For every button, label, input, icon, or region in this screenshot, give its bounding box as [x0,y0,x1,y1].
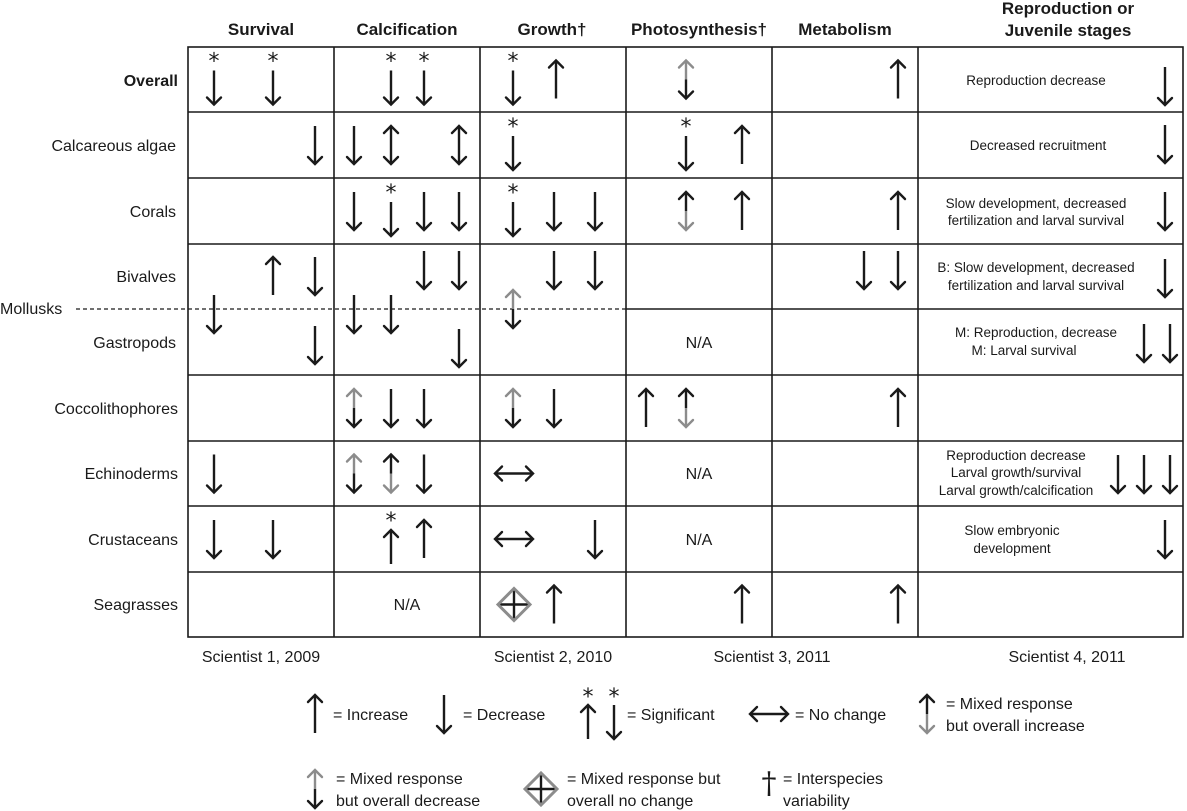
response-mark-down-r2c1-0 [347,192,361,230]
legend-mixed-no-change-icon [525,773,557,805]
citation-scientist-1: Scientist 1, 2009 [201,649,321,666]
response-mark-down-r4c5-0 [1137,324,1151,362]
response-mark-down-r0c1-1 [417,50,431,105]
legend-significant-icon [581,685,621,739]
significance-star: * [507,115,519,140]
response-mark-down-r4c1-0 [347,295,361,333]
response-mark-down-r6c0-0 [207,455,221,493]
significance-star: * [418,49,430,75]
response-mark-nochange-r7c2-0 [495,532,533,546]
response-mark-mixdown-r6c1-0 [347,455,361,493]
row-label-coccolithophores: Coccolithophores [54,401,178,418]
header-calcification: Calcification [356,20,458,39]
echinoderms-reproduction-text-3: Larval growth/calcification [938,483,1094,498]
response-mark-down-r4c1-1 [384,295,398,333]
legend-mixed-decrease-text-1: = Mixed response [336,771,463,788]
legend-mixed-decrease-text-2: but overall decrease [336,793,481,810]
response-mark-down-r1c3-0 [679,115,693,170]
header-metabolism: Metabolism [798,20,892,39]
row-label-overall: Overall [123,73,178,90]
response-mark-down-r3c1-0 [417,251,431,289]
overall-reproduction-text: Reproduction decrease [966,73,1106,88]
significance-star: * [385,509,397,534]
row-label-crustaceans: Crustaceans [88,532,178,549]
response-mark-nochange-r6c2-0 [495,467,533,481]
legend-increase-text: = Increase [333,707,409,724]
significance-star: * [208,49,220,75]
response-mark-down-r0c1-0 [384,50,398,105]
response-mark-down-r4c5-1 [1163,324,1177,362]
response-mark-down-r0c0-0 [207,50,221,105]
legend-mixed-no-change-text-1: = Mixed response but [567,771,721,788]
response-mark-down-r0c5-0 [1158,67,1172,105]
row-label-gastropods: Gastropods [93,335,176,352]
response-mark-down-r1c2-0 [506,115,520,170]
response-mark-up-r8c2-1 [547,586,561,624]
response-mark-up-r2c3-1 [735,192,749,230]
response-mark-down-r3c1-1 [452,251,466,289]
row-label-corals: Corals [129,204,176,221]
gastropods-reproduction-text-1: M: Reproduction, decrease [954,325,1118,340]
legend-increase-icon [308,695,322,733]
echinoderms-reproduction-text-2: Larval growth/survival [950,465,1082,480]
response-mark-down-r3c5-0 [1158,259,1172,297]
legend-decrease-text: = Decrease [463,707,546,724]
legend-no-change-text: = No change [795,707,887,724]
header-reproduction-line1: Reproduction or [1001,0,1135,18]
response-mark-up-r2c4-0 [891,192,905,230]
response-mark-mixup-r6c1-1 [384,455,398,493]
response-mark-down-r2c2-1 [547,192,561,230]
legend-mixed-increase-text-2: but overall increase [946,718,1085,735]
response-mark-both-r1c1-2 [452,126,466,164]
response-mark-up-r5c3-0 [639,389,653,427]
legend-interspecies-text-1: = Interspecies [783,771,884,788]
legend [308,685,1085,810]
response-mark-up-r3c0-0 [266,257,280,295]
bivalves-reproduction-text-2: fertilization and larval survival [947,278,1125,293]
response-mark-down-r7c2-1 [588,520,602,558]
response-mark-down-r7c5-0 [1158,520,1172,558]
response-mark-up-r8c3-0 [735,586,749,624]
response-mark-down-r5c1-1 [384,389,398,427]
response-mark-down-r3c0-1 [308,257,322,295]
response-mark-down-r1c0-0 [308,126,322,164]
legend-dagger-icon: † [761,766,777,801]
header-growth: Growth† [517,20,587,39]
algae-reproduction-text: Decreased recruitment [969,138,1107,153]
response-mark-down-r5c2-1 [547,389,561,427]
citation-scientist-4: Scientist 4, 2011 [1008,649,1126,666]
crustaceans-photosynthesis-na: N/A [685,532,713,549]
response-mark-down-r7c0-0 [207,520,221,558]
response-mark-down-r3c2-1 [588,251,602,289]
legend-decrease-icon [437,695,451,733]
significance-star: * [507,181,519,206]
corals-reproduction-text-1: Slow development, decreased [945,196,1127,211]
header-reproduction-line2: Juvenile stages [1004,21,1132,40]
crustaceans-reproduction-text-2: development [973,541,1051,556]
response-mark-down-r7c0-1 [266,520,280,558]
legend-mixed-no-change-text-2: overall no change [567,793,694,810]
response-mark-mixnone-r8c2-0 [498,589,530,621]
seagrasses-calcification-na: N/A [393,597,421,614]
echinoderms-reproduction-text-1: Reproduction decrease [946,448,1086,463]
bivalves-reproduction-text-1: B: Slow development, decreased [937,260,1135,275]
response-mark-down-r3c4-0 [857,251,871,289]
response-mark-down-r6c1-2 [417,455,431,493]
response-mark-down-r3c2-0 [547,251,561,289]
row-label-calcareous-algae: Calcareous algae [51,138,176,155]
legend-mixed-increase-icon [920,695,934,733]
citation-scientist-3: Scientist 3, 2011 [713,649,831,666]
response-mark-down-r2c5-0 [1158,192,1172,230]
response-mark-down-r4c1-2 [452,329,466,367]
response-mark-down-r6c5-1 [1137,455,1151,493]
echinoderms-photosynthesis-na: N/A [685,466,713,483]
gastropods-photosynthesis-na: N/A [685,335,713,352]
response-mark-mixup-r5c3-1 [679,389,693,427]
header-survival: Survival [227,20,295,39]
response-mark-mixdown-r0c3-0 [679,61,693,99]
row-label-bivalves: Bivalves [116,269,176,286]
response-mark-down-r2c2-2 [588,192,602,230]
response-mark-down-r2c1-2 [417,192,431,230]
response-mark-mixdown-r5c1-0 [347,389,361,427]
response-mark-down-r4c0-1 [308,326,322,364]
response-mark-down-r4c0-0 [207,295,221,333]
response-mark-down-r6c5-2 [1163,455,1177,493]
response-mark-down-r2c1-1 [384,181,398,236]
response-mark-down-r6c5-0 [1111,455,1125,493]
response-mark-up-r0c4-0 [891,61,905,99]
significance-star: * [267,49,279,75]
legend-mixed-decrease-icon [308,770,322,808]
response-mark-down-r1c1-0 [347,126,361,164]
row-label-echinoderms: Echinoderms [84,466,178,483]
corals-reproduction-text-2: fertilization and larval survival [947,213,1125,228]
legend-interspecies-text-2: variability [783,793,850,810]
response-mark-down-r0c0-1 [266,50,280,105]
response-mark-up-r1c3-1 [735,126,749,164]
response-mark-down-r5c1-2 [417,389,431,427]
response-mark-down-r0c2-0 [506,50,520,105]
response-mark-mixdown-r5c2-0 [506,389,520,427]
citation-scientist-2: Scientist 2, 2010 [493,649,613,666]
significance-star: * [608,685,620,710]
response-mark-down-r2c2-0 [506,181,520,236]
significance-star: * [582,685,594,710]
response-mark-up-r8c4-0 [891,586,905,624]
significance-star: * [680,115,692,140]
row-label-mollusks: Mollusks [0,301,63,318]
legend-significant-text: = Significant [627,707,715,724]
significance-star: * [385,181,397,206]
response-mark-both-r1c1-1 [384,126,398,164]
response-mark-up-r7c1-0 [384,509,398,564]
response-mark-up-r5c4-0 [891,389,905,427]
response-mark-mixup-r2c3-0 [679,192,693,230]
response-mark-down-r2c1-3 [452,192,466,230]
header-photosynthesis: Photosynthesis† [630,20,768,39]
significance-star: * [385,49,397,75]
response-mark-up-r7c1-1 [417,520,431,558]
gastropods-reproduction-text-2: M: Larval survival [971,343,1077,358]
response-mark-down-r3c4-1 [891,251,905,289]
row-label-seagrasses: Seagrasses [93,597,178,614]
legend-mixed-increase-text-1: = Mixed response [946,696,1073,713]
legend-no-change-icon [750,707,788,721]
significance-star: * [507,49,519,75]
response-mark-down-r1c5-0 [1158,125,1172,163]
crustaceans-reproduction-text-1: Slow embryonic [964,523,1060,538]
response-mark-up-r0c2-1 [549,61,563,99]
